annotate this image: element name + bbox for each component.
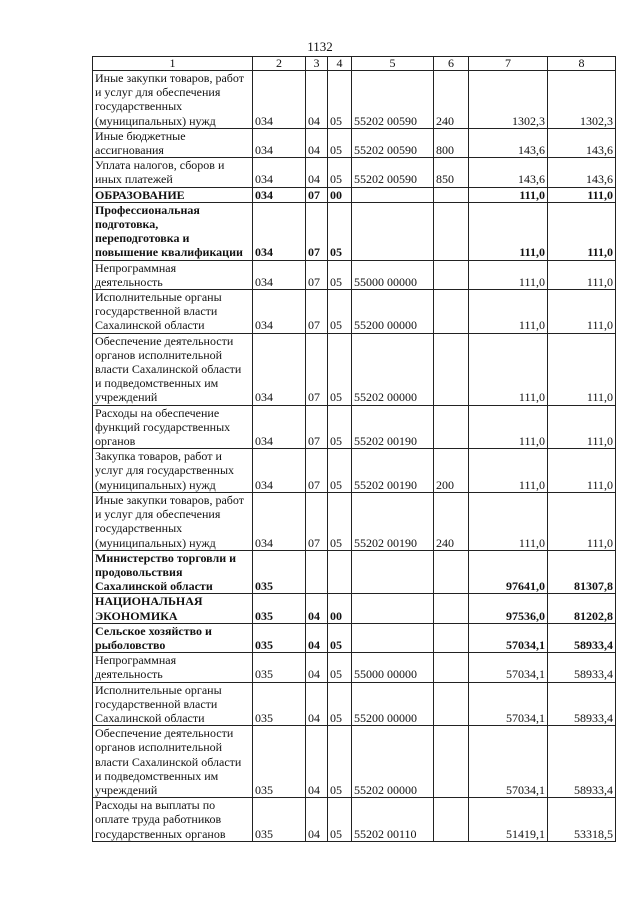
row-name-line: государственных	[95, 521, 183, 536]
amount-year-1: 143,6	[469, 158, 548, 187]
department-code: 035	[253, 594, 306, 623]
row-name-line: Расходы на обеспечение	[95, 405, 220, 420]
section-code: 07	[306, 333, 328, 405]
subsection-code: 05	[328, 798, 352, 842]
amount-year-2: 143,6	[548, 128, 616, 157]
department-code: 034	[253, 492, 306, 550]
table-row	[93, 682, 616, 726]
amount-year-2: 111,0	[548, 405, 616, 449]
department-code: 035	[253, 623, 306, 652]
subsection-code: 05	[328, 405, 352, 449]
amount-year-1: 97536,0	[469, 594, 548, 623]
row-name-line: Закупка товаров, работ и	[95, 449, 222, 464]
target-article	[352, 594, 434, 623]
row-name-line: Министерство торговли и	[95, 550, 237, 565]
row-name-line: Иные бюджетные	[95, 128, 186, 143]
row-name-line: (муниципальных) нужд	[95, 113, 216, 128]
section-code: 04	[306, 128, 328, 157]
row-name-line: деятельность	[95, 667, 163, 682]
row-name-line: Профессиональная	[95, 202, 200, 217]
page-number: 1132	[307, 39, 333, 54]
amount-year-2: 111,0	[548, 260, 616, 289]
column-header: 5	[352, 57, 434, 71]
amount-year-1: 111,0	[469, 260, 548, 289]
table-row	[93, 449, 616, 493]
row-name	[93, 128, 253, 157]
column-header: 6	[434, 57, 469, 71]
section-code	[306, 550, 328, 594]
amount-year-1: 111,0	[469, 202, 548, 260]
amount-year-2: 58933,4	[548, 623, 616, 652]
expense-type	[434, 333, 469, 405]
column-header: 1	[93, 57, 253, 71]
section-code: 07	[306, 492, 328, 550]
row-name	[93, 682, 253, 726]
department-code: 034	[253, 333, 306, 405]
department-code: 034	[253, 260, 306, 289]
table-row	[93, 653, 616, 682]
row-name-line: продовольствия	[95, 564, 183, 579]
table-row	[93, 594, 616, 623]
row-name-line: (муниципальных) нужд	[95, 477, 216, 492]
expense-type: 800	[434, 128, 469, 157]
row-name-line: Сахалинской области	[95, 710, 205, 725]
row-name-line: Сахалинской области	[95, 318, 205, 333]
row-name	[93, 449, 253, 493]
subsection-code: 05	[328, 726, 352, 798]
amount-year-2: 53318,5	[548, 798, 616, 842]
amount-year-2: 111,0	[548, 187, 616, 202]
row-name	[93, 492, 253, 550]
row-name-line: (муниципальных) нужд	[95, 535, 216, 550]
subsection-code: 05	[328, 128, 352, 157]
row-name-line: оплате труда работников	[95, 812, 222, 827]
target-article: 55202 00590	[352, 128, 434, 157]
subsection-code: 05	[328, 290, 352, 334]
budget-table-body	[93, 57, 616, 842]
expense-type	[434, 260, 469, 289]
section-code: 07	[306, 187, 328, 202]
row-name-line: и услуг для обеспечения	[95, 85, 221, 100]
department-code: 035	[253, 798, 306, 842]
row-name-line: ОБРАЗОВАНИЕ	[95, 187, 185, 202]
section-code: 04	[306, 158, 328, 187]
section-code: 04	[306, 798, 328, 842]
expense-type	[434, 202, 469, 260]
amount-year-2: 111,0	[548, 449, 616, 493]
row-name	[93, 202, 253, 260]
section-code: 07	[306, 290, 328, 334]
table-row	[93, 550, 616, 594]
row-name-line: Иные закупки товаров, работ	[95, 492, 244, 507]
row-name	[93, 798, 253, 842]
amount-year-1: 57034,1	[469, 623, 548, 652]
row-name-line: иных платежей	[95, 172, 173, 187]
subsection-code: 05	[328, 333, 352, 405]
amount-year-2: 81307,8	[548, 550, 616, 594]
subsection-code: 05	[328, 653, 352, 682]
row-name	[93, 158, 253, 187]
column-header: 7	[469, 57, 548, 71]
row-name	[93, 290, 253, 334]
department-code: 034	[253, 128, 306, 157]
row-name-line: Иные закупки товаров, работ	[95, 71, 244, 85]
subsection-code: 05	[328, 71, 352, 129]
expense-type: 200	[434, 449, 469, 493]
section-code: 04	[306, 653, 328, 682]
row-name-line: и услуг для обеспечения	[95, 507, 221, 522]
target-article: 55202 00590	[352, 158, 434, 187]
subsection-code: 05	[328, 202, 352, 260]
row-name-line: власти Сахалинской области	[95, 754, 242, 769]
row-name-line: органов исполнительной	[95, 740, 223, 755]
row-name	[93, 260, 253, 289]
amount-year-2: 143,6	[548, 158, 616, 187]
subsection-code	[328, 550, 352, 594]
expense-type	[434, 594, 469, 623]
section-code: 07	[306, 260, 328, 289]
department-code: 034	[253, 158, 306, 187]
amount-year-1: 111,0	[469, 333, 548, 405]
amount-year-1: 57034,1	[469, 653, 548, 682]
amount-year-2: 81202,8	[548, 594, 616, 623]
department-code: 034	[253, 71, 306, 129]
expense-type	[434, 726, 469, 798]
row-name-line: государственной власти	[95, 304, 218, 319]
row-name-line: услуг для государственных	[95, 463, 235, 478]
row-name-line: Непрограммная	[95, 653, 177, 668]
section-code: 07	[306, 202, 328, 260]
department-code: 035	[253, 653, 306, 682]
table-row	[93, 158, 616, 187]
target-article	[352, 550, 434, 594]
row-name	[93, 333, 253, 405]
row-name	[93, 405, 253, 449]
table-row	[93, 187, 616, 202]
subsection-code: 05	[328, 158, 352, 187]
department-code: 035	[253, 726, 306, 798]
table-row	[93, 623, 616, 652]
row-name-line: учреждений	[95, 390, 158, 405]
subsection-code: 00	[328, 187, 352, 202]
section-code: 04	[306, 594, 328, 623]
target-article: 55200 00000	[352, 682, 434, 726]
amount-year-1: 57034,1	[469, 726, 548, 798]
amount-year-1: 97641,0	[469, 550, 548, 594]
expense-type	[434, 405, 469, 449]
target-article: 55202 00190	[352, 492, 434, 550]
column-header: 2	[253, 57, 306, 71]
section-code: 04	[306, 71, 328, 129]
row-name-line: ассигнования	[95, 143, 164, 158]
amount-year-2: 111,0	[548, 333, 616, 405]
row-name-line: учреждений	[95, 782, 158, 797]
row-name-line: Уплата налогов, сборов и	[95, 158, 225, 173]
row-name	[93, 187, 253, 202]
row-name-line: рыболовство	[95, 637, 166, 652]
amount-year-1: 111,0	[469, 405, 548, 449]
expense-type: 850	[434, 158, 469, 187]
row-name-line: деятельность	[95, 274, 163, 289]
row-name	[93, 653, 253, 682]
row-name-line: государственной власти	[95, 696, 218, 711]
target-article: 55200 00000	[352, 290, 434, 334]
section-code: 04	[306, 623, 328, 652]
target-article: 55000 00000	[352, 260, 434, 289]
table-row	[93, 128, 616, 157]
row-name-line: Обеспечение деятельности	[95, 333, 234, 348]
department-code: 034	[253, 405, 306, 449]
table-row	[93, 202, 616, 260]
amount-year-1: 1302,3	[469, 71, 548, 129]
row-name-line: государственных органов	[95, 826, 226, 841]
department-code: 034	[253, 449, 306, 493]
target-article: 55202 00590	[352, 71, 434, 129]
row-name	[93, 623, 253, 652]
budget-table	[92, 56, 616, 842]
subsection-code: 05	[328, 623, 352, 652]
table-row	[93, 492, 616, 550]
amount-year-2: 58933,4	[548, 726, 616, 798]
section-code: 04	[306, 682, 328, 726]
target-article	[352, 187, 434, 202]
department-code: 035	[253, 550, 306, 594]
amount-year-1: 143,6	[469, 128, 548, 157]
table-row	[93, 405, 616, 449]
row-name-line: и подведомственных им	[95, 768, 219, 783]
target-article: 55000 00000	[352, 653, 434, 682]
department-code: 034	[253, 202, 306, 260]
department-code: 034	[253, 290, 306, 334]
expense-type	[434, 682, 469, 726]
subsection-code: 05	[328, 492, 352, 550]
row-name-line: Сельское хозяйство и	[95, 623, 212, 638]
row-name-line: ЭКОНОМИКА	[95, 608, 178, 623]
subsection-code: 05	[328, 260, 352, 289]
target-article	[352, 202, 434, 260]
subsection-code: 05	[328, 449, 352, 493]
amount-year-1: 111,0	[469, 492, 548, 550]
row-name-line: Сахалинской области	[95, 579, 213, 594]
table-row	[93, 798, 616, 842]
row-name-line: переподготовка и	[95, 231, 190, 246]
target-article: 55202 00000	[352, 726, 434, 798]
department-code: 034	[253, 187, 306, 202]
row-name	[93, 71, 253, 129]
department-code: 035	[253, 682, 306, 726]
column-header: 8	[548, 57, 616, 71]
row-name	[93, 726, 253, 798]
amount-year-2: 58933,4	[548, 653, 616, 682]
column-header: 3	[306, 57, 328, 71]
amount-year-2: 58933,4	[548, 682, 616, 726]
table-row	[93, 726, 616, 798]
expense-type: 240	[434, 492, 469, 550]
row-name-line: повышение квалификации	[95, 245, 243, 260]
row-name-line: подготовка,	[95, 217, 159, 232]
section-code: 04	[306, 726, 328, 798]
amount-year-2: 111,0	[548, 290, 616, 334]
expense-type	[434, 653, 469, 682]
expense-type	[434, 550, 469, 594]
amount-year-2: 1302,3	[548, 71, 616, 129]
amount-year-2: 111,0	[548, 492, 616, 550]
table-row	[93, 71, 616, 129]
expense-type	[434, 623, 469, 652]
row-name-line: Исполнительные органы	[95, 682, 222, 697]
row-name-line: органов исполнительной	[95, 347, 223, 362]
expense-type: 240	[434, 71, 469, 129]
target-article: 55202 00000	[352, 333, 434, 405]
target-article: 55202 00190	[352, 405, 434, 449]
amount-year-1: 111,0	[469, 187, 548, 202]
row-name-line: и подведомственных им	[95, 376, 219, 391]
amount-year-1: 51419,1	[469, 798, 548, 842]
amount-year-1: 111,0	[469, 449, 548, 493]
header-row	[93, 57, 616, 71]
row-name-line: НАЦИОНАЛЬНАЯ	[95, 594, 203, 609]
row-name-line: органов	[95, 434, 136, 449]
table-row	[93, 290, 616, 334]
row-name-line: власти Сахалинской области	[95, 362, 242, 377]
table-row	[93, 260, 616, 289]
row-name-line: Расходы на выплаты по	[95, 798, 216, 813]
amount-year-2: 111,0	[548, 202, 616, 260]
expense-type	[434, 290, 469, 334]
target-article: 55202 00190	[352, 449, 434, 493]
amount-year-1: 111,0	[469, 290, 548, 334]
row-name-line: Исполнительные органы	[95, 290, 222, 305]
row-name	[93, 594, 253, 623]
amount-year-1: 57034,1	[469, 682, 548, 726]
section-code: 07	[306, 405, 328, 449]
subsection-code: 05	[328, 682, 352, 726]
subsection-code: 00	[328, 594, 352, 623]
column-header: 4	[328, 57, 352, 71]
target-article	[352, 623, 434, 652]
expense-type	[434, 798, 469, 842]
expense-type	[434, 187, 469, 202]
row-name-line: государственных	[95, 99, 183, 114]
section-code: 07	[306, 449, 328, 493]
table-row	[93, 333, 616, 405]
target-article: 55202 00110	[352, 798, 434, 842]
row-name	[93, 550, 253, 594]
row-name-line: функций государственных	[95, 419, 231, 434]
row-name-line: Непрограммная	[95, 260, 177, 275]
row-name-line: Обеспечение деятельности	[95, 726, 234, 741]
